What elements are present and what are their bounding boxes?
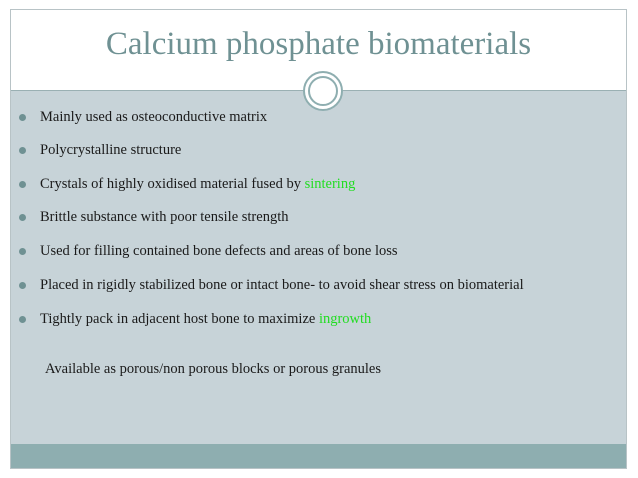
round-bullet-icon	[19, 114, 26, 121]
bullet-item	[19, 139, 181, 161]
bullet-highlight: ingrowth	[318, 310, 372, 327]
bullet-highlight: sintering	[304, 175, 356, 192]
double-ring-icon	[302, 70, 344, 112]
round-bullet-icon	[19, 147, 26, 154]
bullet-item	[19, 206, 288, 228]
bullet-text: Tightly pack in adjacent host bone to maximize	[40, 310, 319, 327]
bullet-item	[19, 274, 524, 296]
footer-bar	[11, 444, 626, 468]
slide-title: Calcium phosphate biomaterials	[105, 26, 532, 62]
round-bullet-icon	[19, 248, 26, 255]
content-area	[11, 91, 626, 444]
bullet-text: Placed in rigidly stabilized bone or intact bone- to avoid shear stress on biomaterial	[40, 276, 524, 293]
bullet-text: Polycrystalline structure	[40, 141, 182, 158]
round-bullet-icon	[19, 282, 26, 289]
bullet-item	[19, 106, 267, 128]
bullet-text: Brittle substance with poor tensile strength	[40, 208, 289, 225]
bullet-item	[19, 173, 355, 195]
bullet-item	[19, 308, 371, 330]
round-bullet-icon	[19, 214, 26, 221]
bullet-text: Crystals of highly oxidised material fused by	[40, 175, 305, 192]
closing-text: Available as porous/non porous blocks or porous granules	[45, 361, 381, 377]
round-bullet-icon	[19, 181, 26, 188]
bullet-text: Used for filling contained bone defects and areas of bone loss	[40, 242, 398, 259]
round-bullet-icon	[19, 316, 26, 323]
bullet-item	[19, 240, 398, 262]
bullet-text: Mainly used as osteoconductive matrix	[40, 108, 268, 125]
